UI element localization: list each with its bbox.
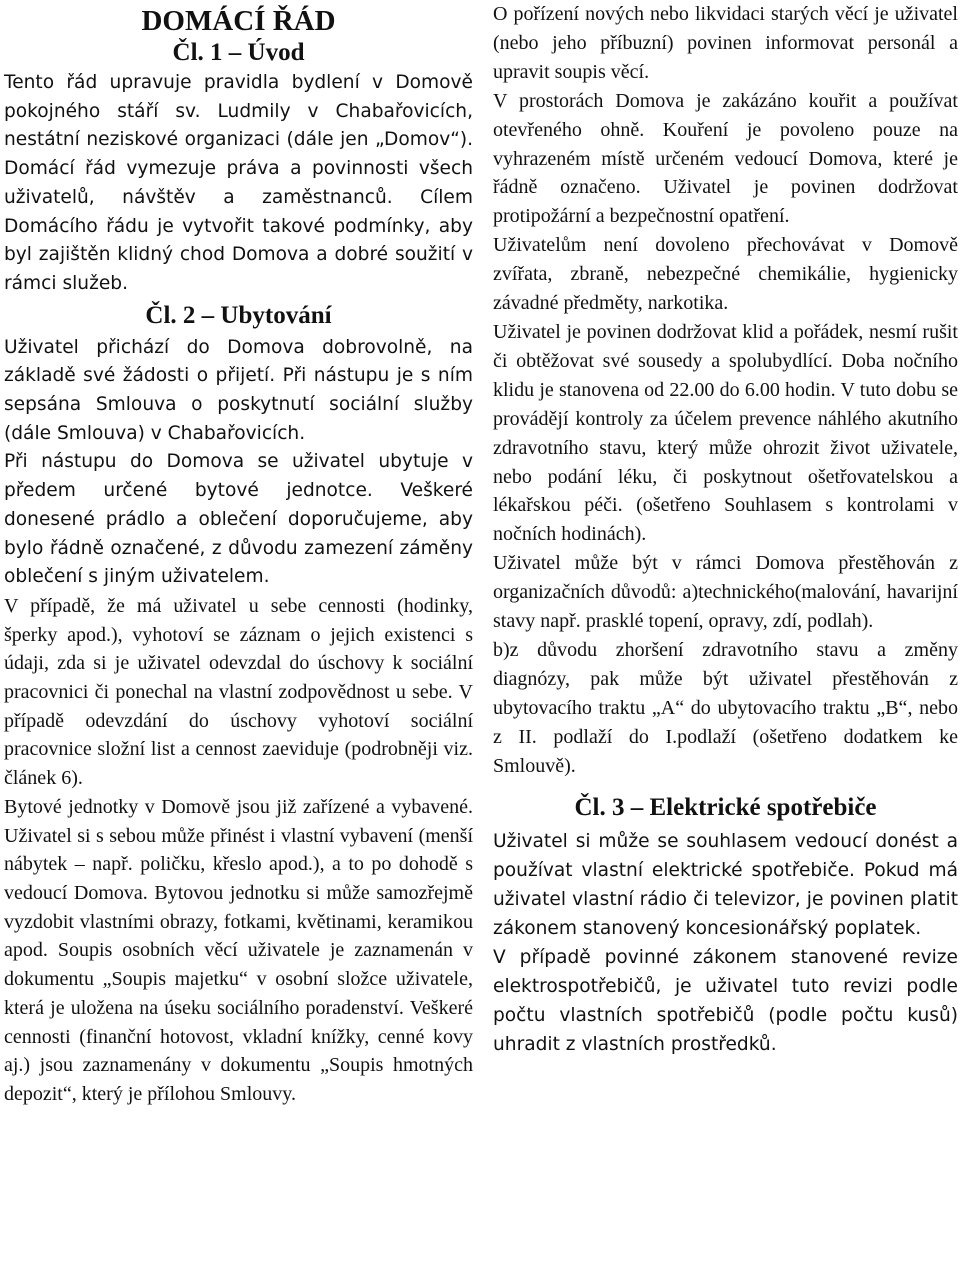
- article-1-heading: Čl. 1 – Úvod: [172, 39, 305, 66]
- article-2-paragraph-8: Uživatel je povinen dodržovat klid a pořádek, nesmí rušit či obtěžovat své sousedy a spolubydlící. Doba nočního klidu je stanovena od 22.00 do 6.00 hodin. V tuto dobu se provádějí kontroly za účelem prevence náhlého akutního zdravotního stavu, který může ohrozit život uživatele, nebo podání léku, či poskytnout ošetřovatelskou a lékařskou péči. (ošetřeno Souhlasem s kontrolami v nočních hodinách).: [493, 320, 958, 546]
- article-2-paragraph-6: V prostorách Domova je zakázáno kouřit a používat otevřeného ohně. Kouření je povoleno pouze na vyhrazeném místě určeném vedoucí Domova, které je řádně označeno. Uživatel je povinen dodržovat protipožární a bezpečnostní opatření.: [493, 89, 958, 228]
- article-3-paragraph-1: Uživatel si může se souhlasem vedoucí donést a používat vlastní elektrické spotřebiče. Pokud má uživatel vlastní rádio či televizor, je povinen platit zákonem stanovený koncesionářský poplatek.: [493, 831, 958, 940]
- article-2-paragraph-10: b)z důvodu zhoršení zdravotního stavu a změny diagnózy, pak může být uživatel přestěhován z ubytovacího traktu „A“ do ubytovacího traktu „B“, nebo z II. podlaží do I.podlaží (ošetřeno dodatkem ke Smlouvě).: [493, 638, 958, 777]
- article-3-paragraph-2: V případě povinné zákonem stanovené revize elektrospotřebičů, je uživatel tuto revizi podle počtu vlastních spotřebičů (podle počtu kusů) uhradit z vlastních prostředků.: [493, 947, 958, 1055]
- article-2-paragraph-9: Uživatel může být v rámci Domova přestěhován z organizačních důvodů: a)technického(malování, havarijní stavy např. prasklé topení, opravy, zdí, podlah).: [493, 552, 958, 633]
- left-column: [4, 0, 473, 1109]
- article-2-paragraph-4: Bytové jednotky v Domově jsou již zařízené a vybavené. Uživatel si s sebou může přinést i vlastní vybavení (menší nábytek – např. poličku, křeslo apod.), a to po dohodě s vedoucí Domova. Bytovou jednotku si může samozřejmě vyzdobit vlastními obrazy, fotkami, květinami, keramikou apod. Soupis osobních věcí uživatele je zaznamenán v dokumentu „Soupis majetku“ v osobní složce uživatele, která je uložena na úseku sociálního poradenství. Veškeré cennosti (finanční hotovost, vkladní knížky, cenné kovy aj.) jsou zaznamenány v dokumentu „Soupis hmotných depozit“, který je přílohou Smlouvy.: [4, 795, 473, 1105]
- article-2-heading: Čl. 2 – Ubytování: [145, 301, 332, 329]
- article-2-paragraph-3: V případě, že má uživatel u sebe cennosti (hodinky, šperky apod.), vyhotoví se záznam o jejich existenci s údaji, zda si je uživatel odevzdal do úschovy k sociální pracovnici či ponechal na vlastní zodpovědnost u sebe. V případě odevzdání do úschovy vyhotoví sociální pracovnice složní list a cennost zaeviduje (podrobněji viz. článek 6).: [4, 594, 473, 790]
- right-column: [493, 0, 958, 1060]
- document-title: DOMÁCÍ ŘÁD: [141, 5, 336, 37]
- article-2-paragraph-2: Při nástupu do Domova se uživatel ubytuje v předem určené bytové jednotce. Veškeré donesené prádlo a oblečení doporučujeme, aby bylo řádně označené, z důvodu zamezení záměny oblečení s jiným uživatelem.: [4, 451, 473, 588]
- article-2-paragraph-7: Uživatelům není dovoleno přechovávat v Domově zvířata, zbraně, nebezpečné chemikálie, hygienicky závadné předměty, narkotika.: [493, 234, 958, 315]
- article-1-paragraph: Tento řád upravuje pravidla bydlení v Domově pokojného stáří sv. Ludmily v Chabařovicích, nestátní neziskové organizaci (dále jen „Domov“). Domácí řád vymezuje práva a povinnosti všech uživatelů, návštěv a zaměstnanců. Cílem Domácího řádu je vytvořit takové podmínky, aby byl zajištěn klidný chod Domova a dobré soužití v rámci služeb.: [4, 72, 473, 294]
- article-2-paragraph-1: Uživatel přichází do Domova dobrovolně, na základě své žádosti o přijetí. Při nástupu je s ním sepsána Smlouva o poskytnutí sociální služby (dále Smlouva) v Chabařovicích.: [4, 336, 473, 444]
- article-3-heading: Čl. 3 – Elektrické spotřebiče: [574, 794, 877, 822]
- article-2-paragraph-5: O pořízení nových nebo likvidaci starých věcí je uživatel (nebo jeho příbuzní) povinen informovat personál a upravit soupis věcí.: [493, 3, 958, 83]
